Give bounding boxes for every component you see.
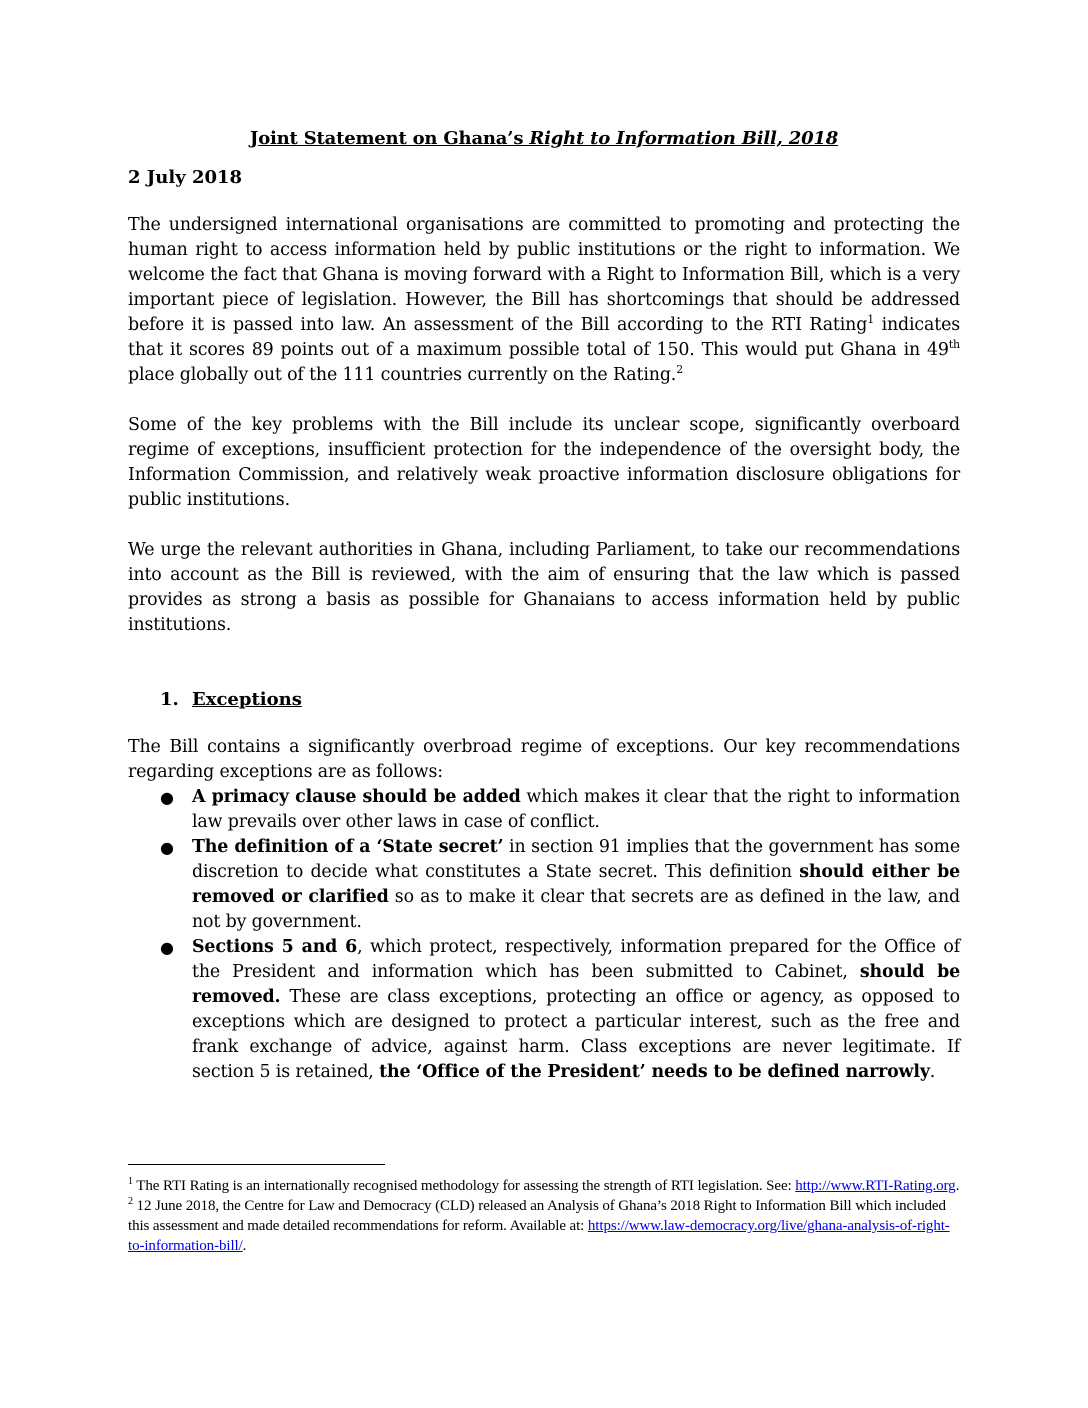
document-date: 2 July 2018 xyxy=(128,167,243,188)
document-body xyxy=(128,126,960,1085)
list-item: ● A primacy clause should be added which makes it clear that the right to information law prevails over other laws in case of conflict. xyxy=(160,787,960,832)
footnotes xyxy=(128,1176,960,1256)
footnote-separator xyxy=(128,1164,385,1165)
recommendations-list xyxy=(128,785,960,1085)
exceptions-intro: The Bill contains a significantly overbroad regime of exceptions. Our key recommendations regarding exceptions are as follows: xyxy=(128,737,960,782)
footnote-ref-1[interactable]: 1 xyxy=(867,313,875,327)
bullet-icon: ● xyxy=(160,838,174,857)
cld-analysis-link[interactable]: https://www.law-democracy.org/live/ghana-analysis-of-right-to-information-bill/ xyxy=(128,1218,950,1254)
title-italic: Right to Information Bill, 2018 xyxy=(529,128,839,149)
problems-paragraph: Some of the key problems with the Bill include its unclear scope, significantly overboard regime of exceptions, insufficient protection for the independence of the oversight body, the Information Commission, and relatively weak proactive information disclosure obligations for public institutions. xyxy=(128,415,960,510)
list-item: ● The definition of a ‘State secret’ in section 91 implies that the government has some discretion to decide what constitutes a State secret. This definition should either be removed or clarified so as to make it clear that secrets are as defined in the law, and not by government. xyxy=(160,837,960,932)
section-heading-exceptions: 1. Exceptions xyxy=(160,689,302,710)
title-text: Joint Statement on Ghana’s xyxy=(249,128,530,149)
urge-paragraph: We urge the relevant authorities in Ghana, including Parliament, to take our recommendations into account as the Bill is reviewed, with the aim of ensuring that the law which is passed provides as strong a basis as possible for Ghanaians to access information held by public institutions. xyxy=(128,540,960,635)
footnote-1: $^1$ The RTI Rating is an internationally recognised methodology for assessing the strength of RTI legislation. See: http://www.RTI-Rating.org. xyxy=(128,1176,960,1194)
bullet-icon: ● xyxy=(160,938,174,957)
bullet-icon: ● xyxy=(160,788,174,807)
rti-rating-link[interactable]: http://www.RTI-Rating.org xyxy=(795,1178,956,1194)
document-title xyxy=(128,126,960,151)
intro-paragraph: The undersigned international organisations are committed to promoting and protecting the human right to access information held by public institutions or the right to information. We welcome the fact that Ghana is moving forward with a Right to Information Bill, which is a very important piece of legislation. However, the Bill has shortcomings that should be addressed before it is passed into law. An assessment of the Bill according to the RTI Rating$^1$ indicates that it scores 89 points out of a maximum possible total of 150. This would put Ghana in 49th place globally out of the 111 countries currently on the Rating.$^2$ xyxy=(128,215,960,385)
footnote-2: $^2$ 12 June 2018, the Centre for Law and Democracy (CLD) released an Analysis of Ghana’s 2018 Right to Information Bill which included this assessment and made detailed recommendations for reform. Available at: https://www.law-democracy.org/live/ghana-analysis-of-right-to-information-bill/. xyxy=(128,1196,950,1254)
footnote-ref-2[interactable]: 2 xyxy=(676,363,684,377)
list-item: ● Sections 5 and 6, which protect, respectively, information prepared for the Office of the President and information which has been submitted to Cabinet, should be removed. These are class exceptions, protecting an office or agency, as opposed to exceptions which are designed to protect a particular interest, such as the free and frank exchange of advice, against harm. Class exceptions are never legitimate. If section 5 is retained, the ‘Office of the President’ needs to be defined narrowly. xyxy=(160,937,960,1082)
